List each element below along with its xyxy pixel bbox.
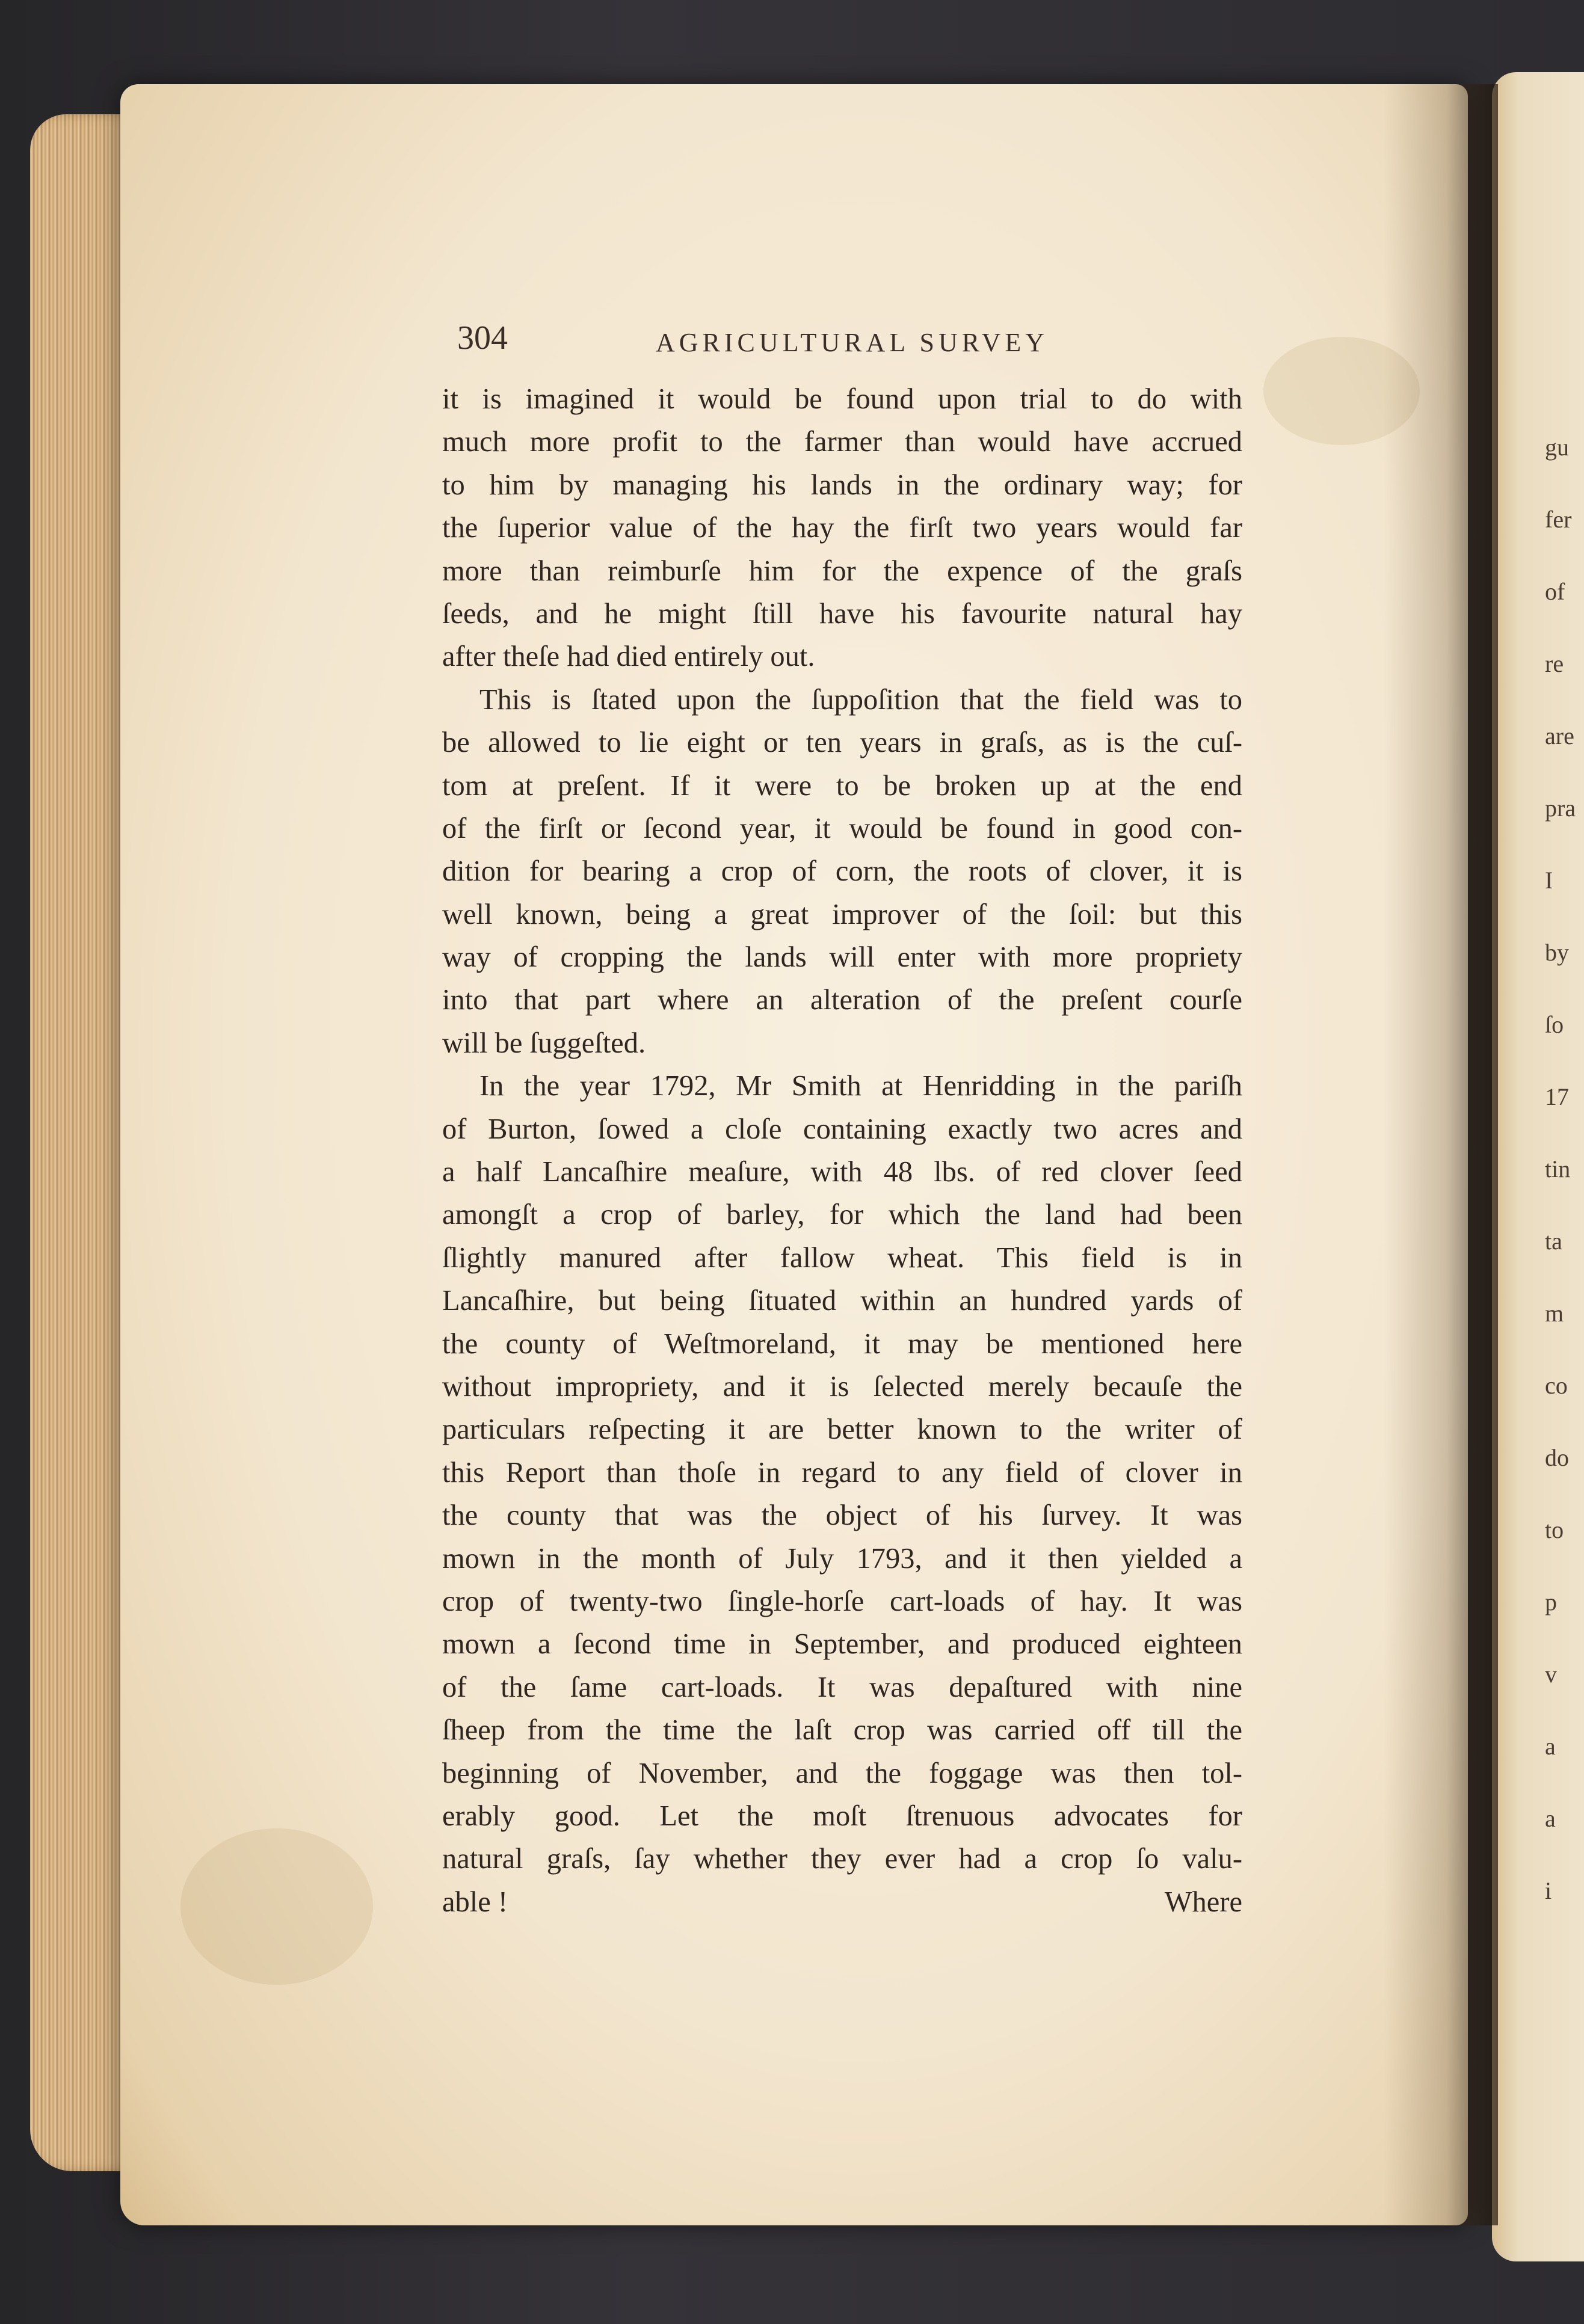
facing-page-fragment: a [1545, 1733, 1556, 1760]
text-line: Lancaſhire, but being ſituated within an hundred yards of [442, 1285, 1242, 1317]
running-head: AGRICULTURAL SURVEY [656, 328, 1049, 357]
text-line: after theſe had died entirely out. [442, 641, 815, 673]
text-line: will be ſuggeſted. [442, 1027, 646, 1059]
facing-page-fragment: pra [1545, 795, 1576, 822]
text-line: tom at preſent. If it were to be broken up at the end [442, 769, 1242, 802]
facing-page-fragment: i [1545, 1877, 1552, 1904]
body-text [442, 378, 1242, 1923]
text-line: dition for bearing a crop of corn, the roots of clover, it is [442, 855, 1242, 888]
final-line [442, 1881, 1242, 1923]
text-line: particulars reſpecting it are better known to the writer of [442, 1413, 1242, 1446]
text-line: beginning of November, and the foggage was then tol- [442, 1757, 1242, 1789]
text-line: this Report than thoſe in regard to any field of clover in [442, 1456, 1242, 1489]
text-line: into that part where an alteration of the preſent courſe [442, 984, 1242, 1016]
facing-page-fragment: co [1545, 1372, 1568, 1399]
text-line: of Burton, ſowed a cloſe containing exactly two acres and [442, 1113, 1242, 1145]
text-line: natural graſs, ſay whether they ever had a crop ſo valu- [442, 1843, 1242, 1875]
facing-page-fragment: gu [1545, 434, 1569, 461]
paper-stain [180, 1828, 373, 1985]
facing-page-fragment: do [1545, 1444, 1569, 1471]
facing-page-fragment: v [1545, 1661, 1557, 1688]
text-line: to him by managing his lands in the ordinary way; for [442, 469, 1242, 501]
text-line: ſheep from the time the laſt crop was carried off till the [442, 1714, 1242, 1747]
facing-page-fragment: m [1545, 1300, 1564, 1327]
text-line: be allowed to lie eight or ten years in graſs, as is the cuſ- [442, 727, 1242, 759]
text-line: This is ſtated upon the ſuppoſition that the field was to [479, 683, 1242, 716]
page-number: 304 [457, 319, 508, 357]
text-line: ſlightly manured after fallow wheat. This field is in [442, 1241, 1242, 1274]
text-line: crop of twenty-two ſingle-horſe cart-loads of hay. It was [442, 1585, 1242, 1617]
facing-page-fragment: re [1545, 650, 1564, 677]
facing-page-fragment: ta [1545, 1228, 1562, 1255]
text-line: In the year 1792, Mr Smith at Henridding in the pariſh [479, 1070, 1242, 1102]
catchword: Where [1164, 1886, 1242, 1918]
text-line: more than reimburſe him for the expence of the graſs [442, 555, 1242, 587]
page-header [457, 319, 1059, 367]
text-line: it is imagined it would be found upon trial to do with [442, 383, 1242, 415]
text-line: much more profit to the farmer than would have accrued [442, 426, 1242, 458]
text-line: the ſuperior value of the hay the firſt two years would far [442, 512, 1242, 544]
facing-page-fragment: of [1545, 578, 1565, 605]
facing-page-fragment: are [1545, 722, 1574, 749]
facing-page-fragment: by [1545, 939, 1569, 966]
facing-page-fragment: to [1545, 1516, 1564, 1543]
text-line: way of cropping the lands will enter with more propriety [442, 941, 1242, 974]
text-line: the county of Weſtmoreland, it may be mentioned here [442, 1327, 1242, 1360]
facing-page-fragment: 17 [1545, 1083, 1569, 1110]
text-line: of the ſame cart-loads. It was depaſtured with nine [442, 1671, 1242, 1703]
text-line: of the firſt or ſecond year, it would be found in good con- [442, 812, 1242, 844]
text-line: erably good. Let the moſt ſtrenuous advocates for [442, 1800, 1242, 1832]
facing-page-fragment: ſo [1545, 1011, 1564, 1038]
facing-page-fragment: fer [1545, 506, 1572, 533]
text-line: mown a ſecond time in September, and produced eighteen [442, 1628, 1242, 1661]
gutter-shadow [1384, 84, 1498, 2225]
facing-page-fragment: I [1545, 867, 1553, 894]
text-line: ſeeds, and he might ſtill have his favourite natural hay [442, 597, 1242, 630]
last-text-line: able ! [442, 1886, 508, 1918]
text-line: well known, being a great improver of the ſoil: but this [442, 898, 1242, 930]
text-line: mown in the month of July 1793, and it then yielded a [442, 1542, 1242, 1575]
facing-page-fragment: a [1545, 1805, 1556, 1832]
facing-page-fragment: tin [1545, 1155, 1571, 1182]
facing-page [1492, 72, 1584, 2261]
facing-page-fragment: p [1545, 1588, 1557, 1615]
text-line: amongſt a crop of barley, for which the land had been [442, 1199, 1242, 1231]
text-line: the county that was the object of his ſurvey. It was [442, 1499, 1242, 1532]
text-line: without impropriety, and it is ſelected merely becauſe the [442, 1370, 1242, 1403]
text-line: a half Lancaſhire meaſure, with 48 lbs. of red clover ſeed [442, 1156, 1242, 1188]
